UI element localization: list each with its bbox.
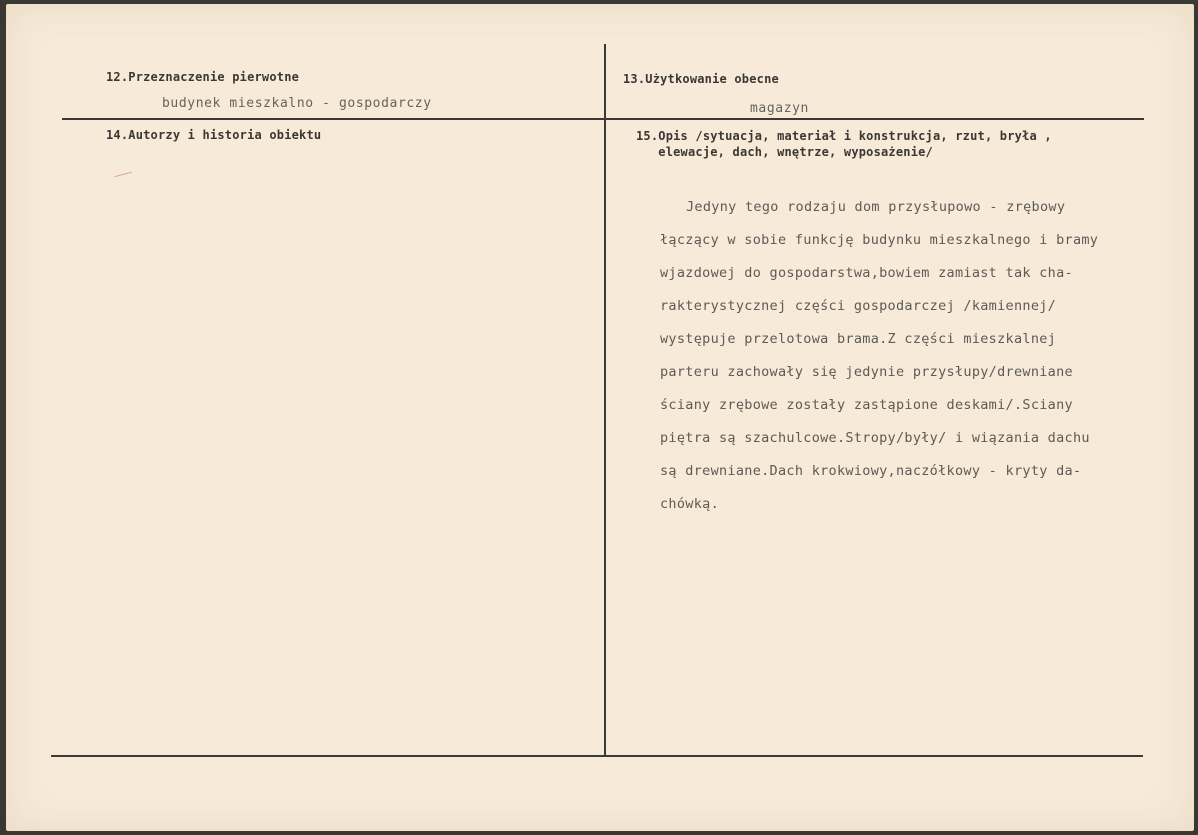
description-line: chówką. [660, 496, 719, 512]
description-line: rakterystycznej części gospodarczej /kamiennej/ [660, 298, 1057, 314]
vertical-divider [604, 44, 606, 755]
field-12-label: 12.Przeznaczenie pierwotne [106, 70, 300, 84]
field-15-description [660, 197, 1190, 527]
field-15-label: 15.Opis /sytuacja, materiał i konstrukcja, rzut, bryła , elewacje, dach, wnętrze, wyposażenie/ [636, 129, 1052, 159]
description-line: występuje przelotowa brama.Z części mieszkalnej [660, 331, 1057, 347]
description-line: łączący w sobie funkcję budynku mieszkalnego i bramy [660, 232, 1099, 248]
description-line: wjazdowej do gospodarstwa,bowiem zamiast tak cha- [660, 265, 1073, 281]
inventory-card [6, 4, 1194, 831]
description-line: są drewniane.Dach krokwiowy,naczółkowy - kryty da- [660, 463, 1082, 479]
bottom-divider [51, 755, 1143, 757]
description-line: parteru zachowały się jedynie przysłupy/drewniane [660, 364, 1073, 380]
description-line: Jedyny tego rodzaju dom przysłupowo - zrębowy [686, 199, 1066, 215]
field-13-label: 13.Użytkowanie obecne [623, 72, 779, 86]
field-14-label: 14.Autorzy i historia obiektu [106, 128, 322, 142]
field-13-value: magazyn [750, 101, 809, 116]
horizontal-divider [62, 118, 1144, 120]
description-line: piętra są szachulcowe.Stropy/były/ i wiązania dachu [660, 430, 1090, 446]
field-12-value: budynek mieszkalno - gospodarczy [162, 96, 432, 111]
description-line: ściany zrębowe zostały zastąpione deskami/.Sciany [660, 397, 1073, 413]
pencil-mark [114, 172, 132, 177]
